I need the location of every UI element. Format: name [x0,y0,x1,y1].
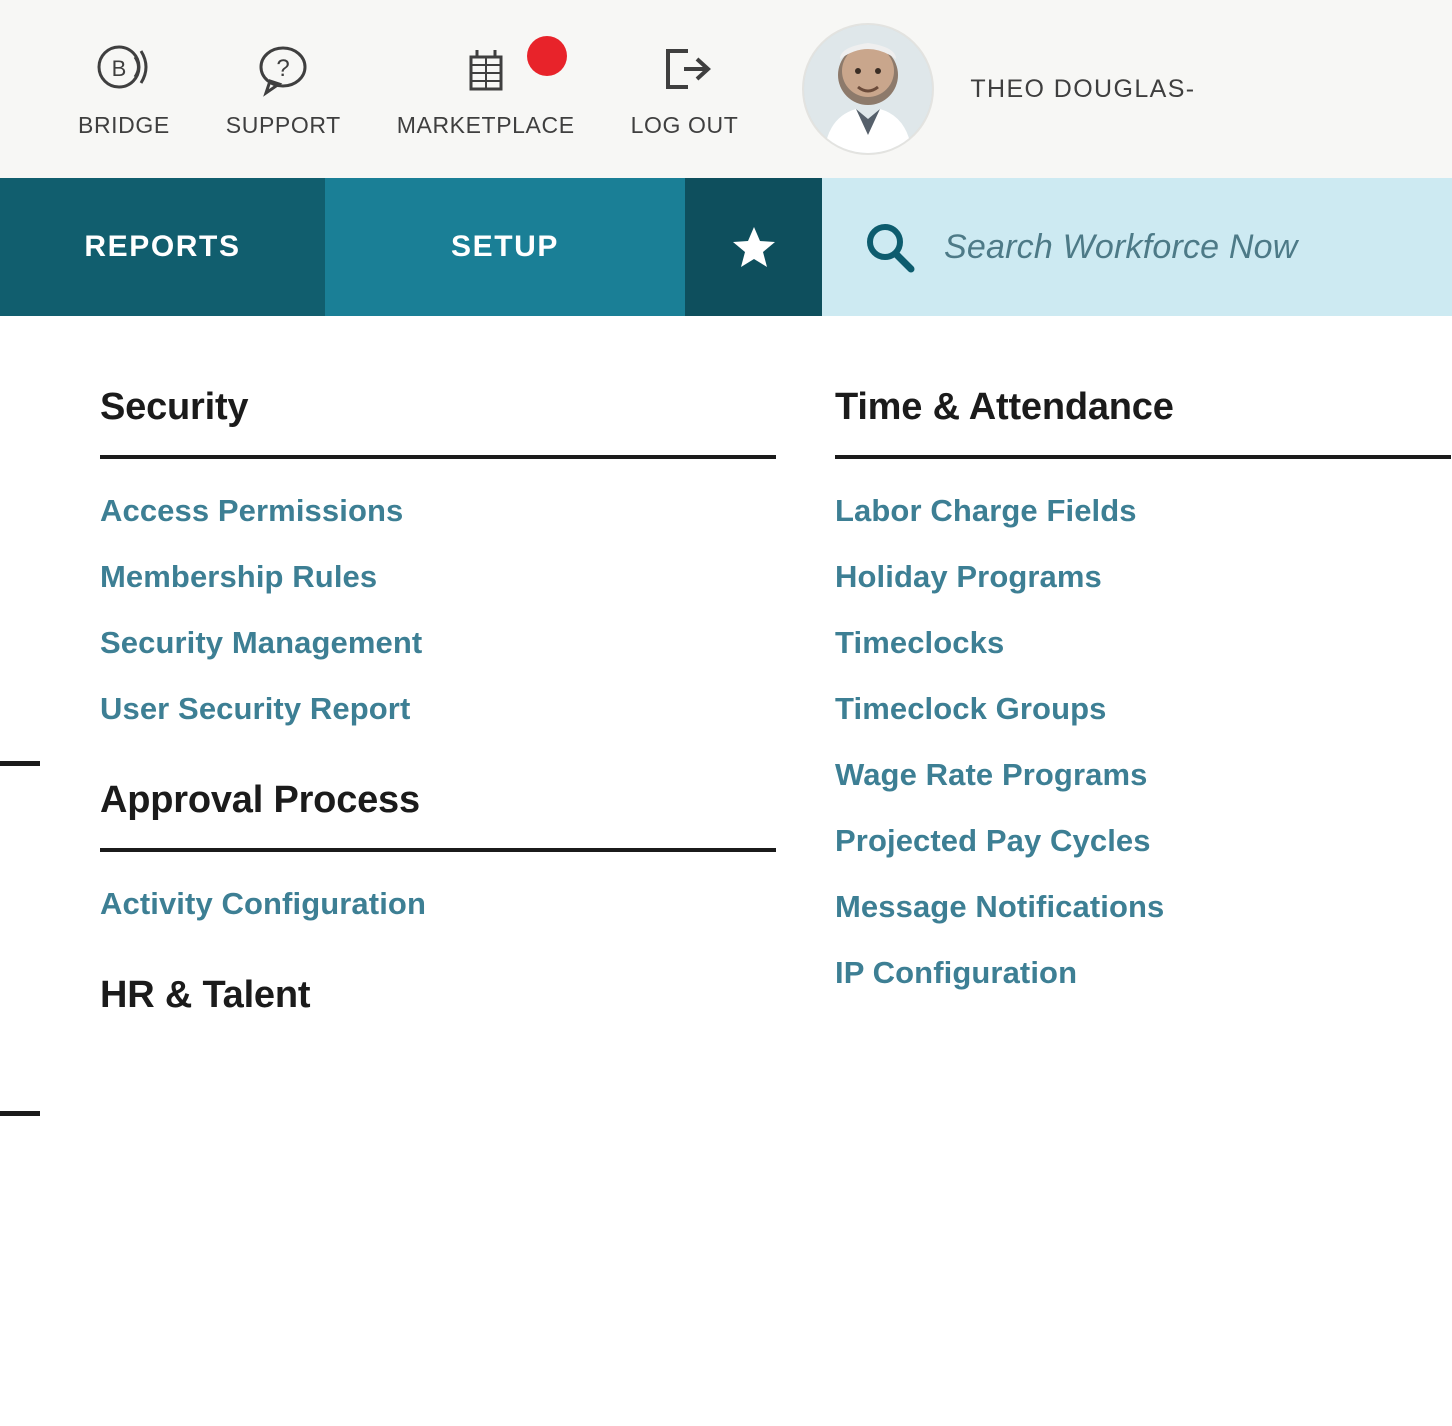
svg-text:B: B [111,55,127,81]
utility-item-bridge[interactable] [78,40,170,139]
search-placeholder: Search Workforce Now [944,227,1298,266]
setup-mega-menu [0,316,1452,1426]
menu-link-timeclocks[interactable]: Timeclocks [835,625,1005,660]
menu-group-approval-process [100,779,835,922]
logout-arrow-icon [654,40,716,102]
menu-group-security [100,386,835,727]
menu-link-projected-pay-cycles[interactable]: Projected Pay Cycles [835,823,1151,858]
user-name: THEO DOUGLAS- [970,74,1196,103]
nav-tab-label: SETUP [450,230,560,263]
menu-link-membership-rules[interactable]: Membership Rules [100,559,378,594]
utility-item-label: MARKETPLACE [396,111,575,138]
utility-item-label: LOG OUT [630,111,739,138]
page-edge-divider [0,1111,40,1116]
menu-column-2 [835,386,1452,1043]
utility-item-marketplace[interactable] [397,40,575,139]
marketplace-bag-icon [455,40,517,102]
utility-bar [0,0,1452,178]
favorites-button[interactable] [685,178,822,316]
search-icon [862,220,916,274]
menu-group-divider [100,455,776,459]
menu-group-title: Time & Attendance [835,386,1174,428]
menu-group-title: HR & Talent [100,974,311,1016]
avatar[interactable] [802,23,934,155]
menu-link-labor-charge-fields[interactable]: Labor Charge Fields [835,493,1137,528]
nav-tab-reports[interactable] [0,178,325,316]
utility-item-label: BRIDGE [78,111,170,138]
utility-item-support[interactable] [226,40,341,139]
support-chat-icon [252,40,314,102]
nav-tab-setup[interactable] [325,178,685,316]
svg-text:?: ? [276,54,290,82]
main-nav [0,178,1452,316]
menu-group-title: Security [100,386,249,428]
menu-link-holiday-programs[interactable]: Holiday Programs [835,559,1102,594]
utility-item-label: SUPPORT [225,111,341,138]
menu-group-time-attendance [835,386,1452,991]
menu-link-user-security-report[interactable]: User Security Report [100,691,411,726]
menu-group-divider [100,848,776,852]
page-edge-divider [0,761,40,766]
menu-group-title: Approval Process [100,779,420,821]
menu-link-timeclock-groups[interactable]: Timeclock Groups [835,691,1107,726]
marketplace-notification-badge [527,36,567,76]
menu-link-ip-configuration[interactable]: IP Configuration [835,955,1078,990]
menu-link-security-management[interactable]: Security Management [100,625,423,660]
utility-item-logout[interactable] [631,40,739,139]
menu-link-message-notifications[interactable]: Message Notifications [835,889,1165,924]
menu-link-wage-rate-programs[interactable]: Wage Rate Programs [835,757,1148,792]
search-input[interactable] [822,178,1452,316]
star-icon [731,225,777,269]
nav-tab-label: REPORTS [84,230,241,263]
menu-link-access-permissions[interactable]: Access Permissions [100,493,404,528]
menu-group-hr-talent [100,974,835,1017]
menu-column-1 [0,386,835,1043]
menu-link-activity-configuration[interactable]: Activity Configuration [100,886,426,921]
menu-group-divider [835,455,1451,459]
bridge-icon [93,40,155,102]
